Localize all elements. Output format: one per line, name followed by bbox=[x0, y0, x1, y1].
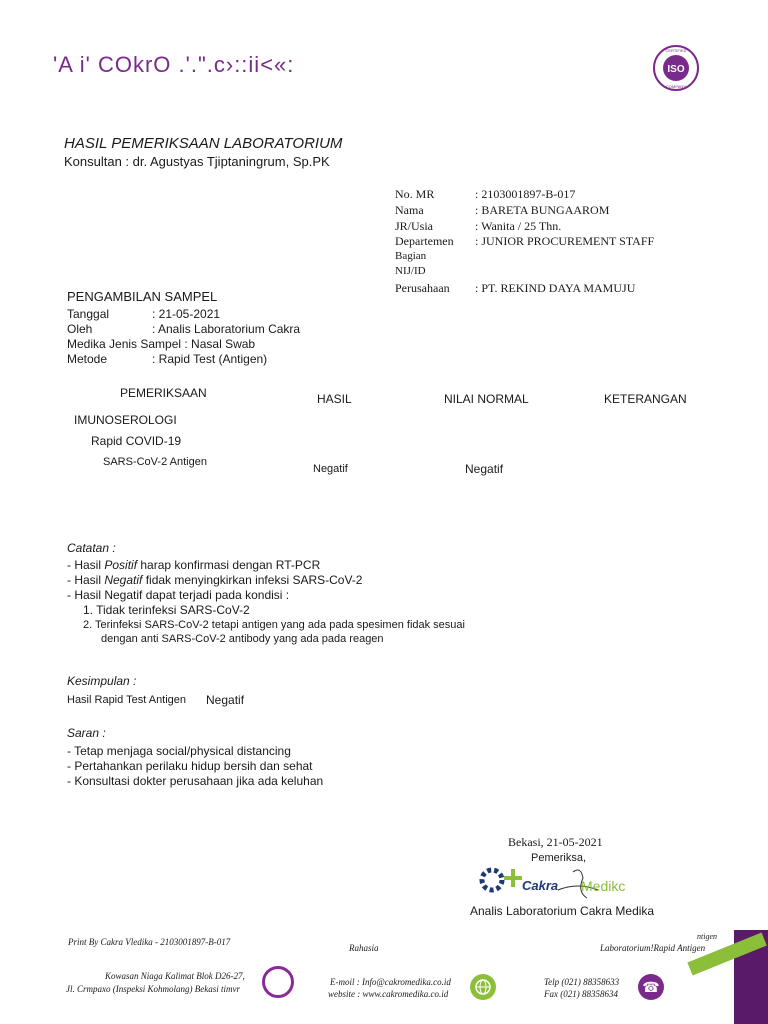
col-pemeriksaan: PEMERIKSAAN bbox=[120, 386, 207, 400]
departemen-value: : JUNIOR PROCUREMENT STAFF bbox=[475, 234, 655, 248]
col-nilai-normal: NILAI NORMAL bbox=[444, 392, 529, 406]
svg-text:CERTIFIED: CERTIFIED bbox=[665, 48, 687, 53]
test-normal-value: Negatif bbox=[465, 462, 504, 476]
no-mr-label: No. MR bbox=[395, 187, 435, 201]
telp-line: Telp (021) 88358633 bbox=[544, 977, 620, 987]
catatan-line-2: - Hasil Negatif fidak menyingkirkan infeksi SARS-CoV-2 bbox=[67, 573, 363, 587]
sign-pemeriksa: Pemeriksa, bbox=[531, 852, 587, 864]
nama-label: Nama bbox=[395, 203, 424, 217]
catatan-line-1: - Hasil Positif harap konfirmasi dengan RT-PCR bbox=[67, 558, 321, 572]
iso-badge bbox=[652, 44, 700, 92]
address-line-2: Jl. Crmpaxo (Inspeksi Kohmolang) Bekasi timvr bbox=[66, 984, 240, 994]
signer-name: Analis Laboratorium Cakra Medika bbox=[470, 904, 655, 918]
sign-place-date: Bekasi, 21-05-2021 bbox=[508, 835, 603, 849]
catatan-item-2: 2. Terinfeksi SARS-CoV-2 tetapi antigen yang ada pada spesimen fidak sesuai bbox=[83, 619, 465, 631]
svg-text:COMPANY: COMPANY bbox=[666, 84, 686, 89]
test-result: Negatif bbox=[313, 463, 348, 475]
col-hasil: HASIL bbox=[317, 392, 352, 406]
test-name: SARS-CoV-2 Antigen bbox=[103, 456, 207, 468]
jr-usia-value: : Wanita / 25 Thn. bbox=[475, 219, 562, 233]
no-mr-value: : 2103001897-B-017 bbox=[475, 187, 576, 201]
globe-icon bbox=[470, 974, 496, 1000]
fax-line: Fax (021) 88358634 bbox=[544, 989, 618, 999]
subgroup-rapid-covid: Rapid COVID-19 bbox=[91, 434, 182, 448]
svg-text:ISO: ISO bbox=[667, 64, 685, 75]
catatan-heading: Catatan : bbox=[67, 541, 116, 555]
saran-item-3: - Konsultasi dokter perusahaan jika ada keluhan bbox=[67, 774, 324, 788]
catatan-item-1: 1. Tidak terinfeksi SARS-CoV-2 bbox=[83, 603, 250, 617]
perusahaan-value: : PT. REKIND DAYA MAMUJU bbox=[475, 281, 636, 295]
jenis-sampel: Medika Jenis Sampel : Nasal Swab bbox=[67, 337, 256, 351]
website-line: website : www.cakromedika.co.id bbox=[328, 989, 449, 999]
consultant-line: Konsultan : dr. Agustyas Tjiptaningrum, Sp.PK bbox=[64, 154, 330, 169]
nama-value: : BARETA BUNGAAROM bbox=[475, 203, 610, 217]
catatan-item-2-cont: dengan anti SARS-CoV-2 antibody yang ada pada reagen bbox=[101, 633, 384, 645]
jr-usia-label: JR/Usia bbox=[395, 219, 434, 233]
cakra-logo-word: Cakra bbox=[522, 878, 559, 893]
rahasia-label: Rahasia bbox=[349, 943, 379, 953]
saran-item-1: - Tetap menjaga social/physical distancing bbox=[67, 744, 291, 758]
tanggal-value: : 21-05-2021 bbox=[152, 307, 221, 321]
phone-icon: ☎ bbox=[638, 974, 664, 1000]
col-keterangan: KETERANGAN bbox=[604, 392, 687, 406]
metode-value: : Rapid Test (Antigen) bbox=[152, 352, 268, 366]
group-imunoserologi: IMUNOSEROLOGI bbox=[74, 413, 177, 427]
oleh-value: : Analis Laboratorium Cakra bbox=[152, 322, 301, 336]
report-title: HASIL PEMERIKSAAN LABORATORIUM bbox=[64, 135, 343, 152]
nij-label: NIJ/ID bbox=[395, 265, 426, 277]
location-icon bbox=[262, 966, 294, 998]
saran-item-2: - Pertahankan perilaku hidup bersih dan sehat bbox=[67, 759, 313, 773]
bagian-label: Bagian bbox=[395, 250, 427, 262]
kesimpulan-text: Hasil Rapid Test Antigen bbox=[67, 694, 187, 706]
lab-rapid-antigen: Laboratorium!Rapid Antigen bbox=[600, 943, 706, 953]
medika-logo-word: Medikc bbox=[581, 878, 626, 894]
saran-heading: Saran : bbox=[67, 726, 106, 740]
address-line-1: Kowasan Niaga Kalimat Blok D26-27, bbox=[105, 971, 245, 981]
print-by: Print By Cakra Vledika - 2103001897-B-017 bbox=[68, 937, 231, 947]
kesimpulan-heading: Kesimpulan : bbox=[67, 674, 137, 688]
clinic-logo-text: 'A i' COkrO .'.".c›::ii<«: bbox=[53, 52, 295, 77]
oleh-label: Oleh bbox=[67, 322, 93, 336]
tanggal-label: Tanggal bbox=[67, 307, 110, 321]
email-line: E-moil : Info@cakromedika.co.id bbox=[330, 977, 451, 987]
antigen-small: ntigen bbox=[697, 932, 717, 941]
sample-heading: PENGAMBILAN SAMPEL bbox=[67, 289, 218, 304]
perusahaan-label: Perusahaan bbox=[395, 281, 450, 295]
metode-label: Metode bbox=[67, 352, 108, 366]
kesimpulan-value: Negatif bbox=[206, 693, 245, 707]
departemen-label: Departemen bbox=[395, 234, 454, 248]
catatan-line-3: - Hasil Negatif dapat terjadi pada kondisi : bbox=[67, 588, 290, 602]
